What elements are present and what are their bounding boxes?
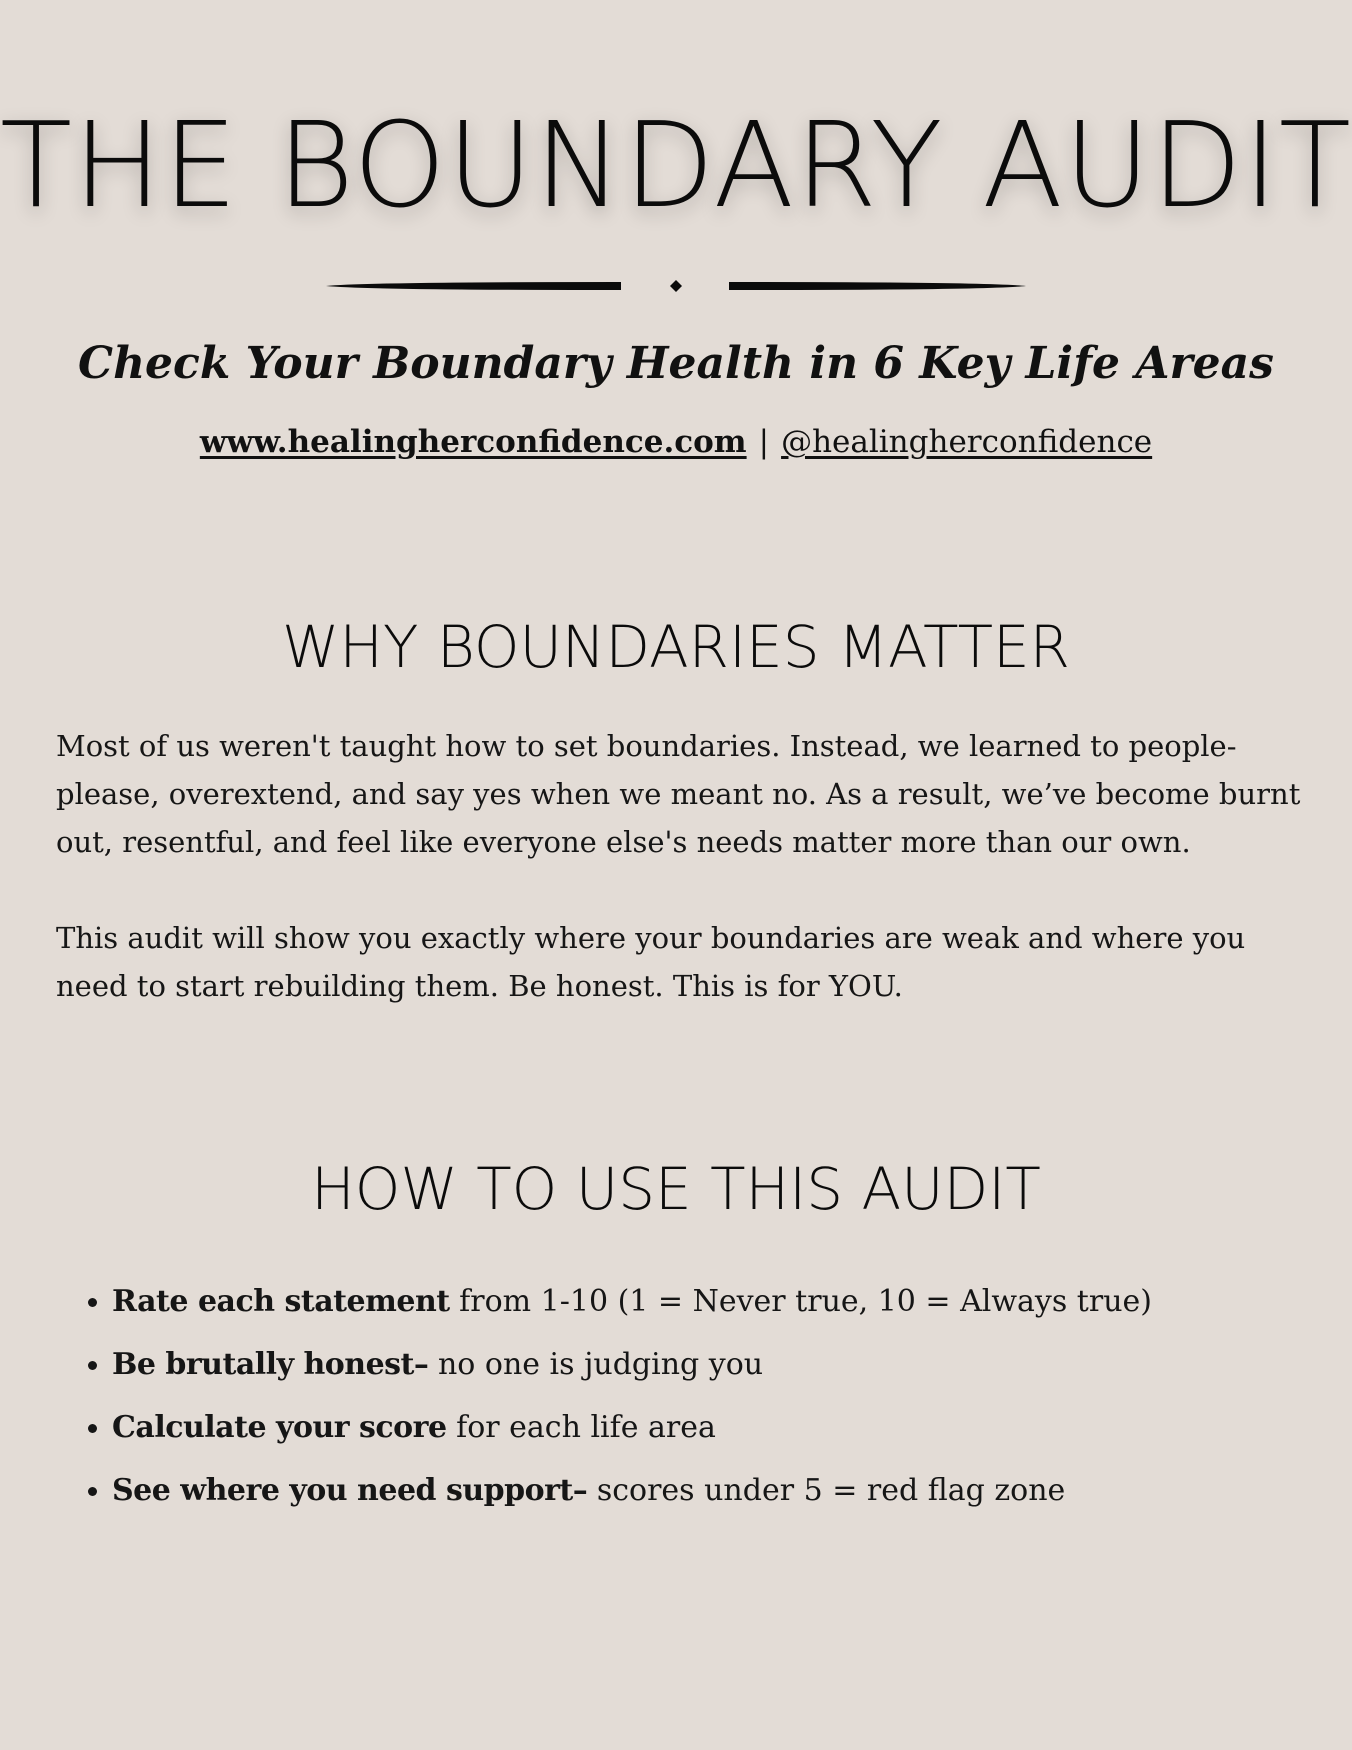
step-bold-text: Rate each statement xyxy=(112,1284,450,1319)
step-text: for each life area xyxy=(446,1410,716,1445)
why-paragraph-2: This audit will show you exactly where your boundaries are weak and where you need to start rebuilding them. Be honest. This is for YOU. xyxy=(56,921,1246,1003)
links-separator: | xyxy=(758,424,770,460)
divider-left-line xyxy=(326,282,621,290)
instructions-list xyxy=(56,1282,1352,1534)
how-to-use-heading: HOW TO USE THIS AUDIT xyxy=(311,1155,1041,1223)
step-text: from 1-10 (1 = Never true, 10 = Always true) xyxy=(449,1284,1152,1319)
page-subtitle: Check Your Boundary Health in 6 Key Life Areas xyxy=(78,338,1274,389)
website-link[interactable]: www.healingherconfidence.com xyxy=(199,424,747,460)
divider-diamond xyxy=(670,280,682,292)
page-title: THE BOUNDARY AUDIT xyxy=(0,96,1352,234)
step-text: no one is judging you xyxy=(428,1347,764,1382)
step-bold-text: See where you need support– xyxy=(112,1473,588,1508)
list-item xyxy=(112,1282,1352,1322)
list-item xyxy=(112,1345,1352,1385)
step-bold-text: Be brutally honest– xyxy=(112,1347,429,1382)
social-handle-link[interactable]: @healingherconfidence xyxy=(781,424,1153,460)
divider-right-line xyxy=(729,282,1026,290)
contact-links xyxy=(0,422,1352,462)
ornamental-divider xyxy=(326,276,1026,296)
list-item xyxy=(112,1408,1352,1448)
step-text: scores under 5 = red flag zone xyxy=(587,1473,1066,1508)
list-item xyxy=(112,1471,1352,1511)
step-bold-text: Calculate your score xyxy=(112,1410,447,1445)
why-paragraph-1: Most of us weren't taught how to set boundaries. Instead, we learned to people-please, overextend, and say yes when we meant no. As a result, we’ve become burnt out, resentful, and feel like everyone else's needs matter more than our own. xyxy=(56,729,1301,859)
why-boundaries-heading: WHY BOUNDARIES MATTER xyxy=(282,613,1070,681)
